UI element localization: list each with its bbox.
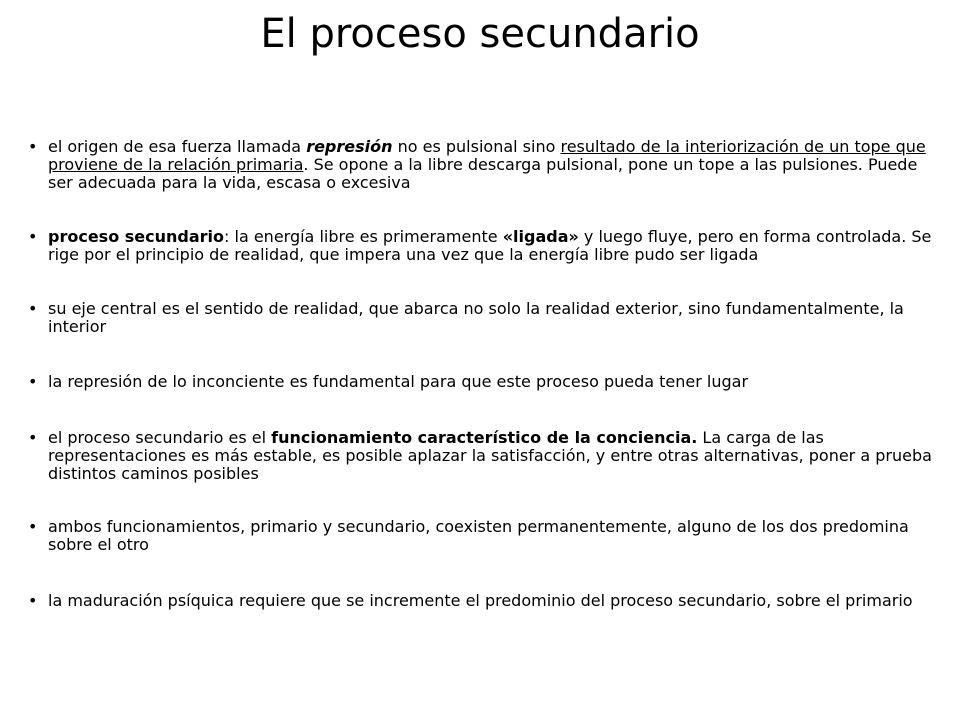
bullet-item <box>28 429 932 483</box>
bullet-text: el origen de esa fuerza llamada <box>48 137 307 156</box>
bullet-text: no es pulsional sino <box>392 137 561 156</box>
bullet-dot-icon: • <box>28 591 38 610</box>
bullet-text: ambos funcionamientos, primario y secundario, coexisten permanentemente, alguno de los dos predomina sobre el otro <box>48 517 909 554</box>
bullet-text: el proceso secundario es el <box>48 428 272 447</box>
bullet-dot-icon: • <box>28 299 38 318</box>
bullet-item <box>28 592 932 610</box>
bullet-text: y luego fluye, pero en forma controlada. Se rige por el principio de realidad, que impera una vez que la energía libre pudo ser ligada <box>48 227 932 264</box>
bullet-dot-icon: • <box>28 137 38 156</box>
bullet-dot-icon: • <box>28 517 38 536</box>
bullet-text: . Se opone a la libre descarga pulsional, pone un tope a las pulsiones. Puede ser adecuada para la vida, escasa o excesiva <box>48 155 918 192</box>
bullet-item <box>28 300 932 336</box>
bullet-dot-icon: • <box>28 428 38 447</box>
emphasis-text: proceso secundario <box>48 227 225 246</box>
bullet-text: la represión de lo inconciente es fundamental para que este proceso pueda tener lugar <box>48 372 749 391</box>
emphasis-text: «ligada» <box>502 227 579 246</box>
bullet-text: : la energía libre es primeramente <box>224 227 503 246</box>
bullet-item <box>28 228 932 264</box>
emphasis-text: funcionamiento característico de la conciencia. <box>271 428 698 447</box>
slide-title: El proceso secundario <box>260 11 700 57</box>
bullet-text: La carga de las representaciones es más estable, es posible aplazar la satisfacción, y entre otras alternativas, poner a prueba distintos caminos posibles <box>48 428 932 483</box>
bullet-dot-icon: • <box>28 372 38 391</box>
bullet-list <box>28 138 932 649</box>
emphasis-text: represión <box>306 137 393 156</box>
bullet-dot-icon: • <box>28 227 38 246</box>
bullet-item <box>28 138 932 192</box>
underlined-text: resultado de la interiorización de un tope que proviene de la relación primaria <box>48 137 926 174</box>
bullet-item <box>28 373 932 391</box>
bullet-text: su eje central es el sentido de realidad, que abarca no solo la realidad exterior, sino fundamentalmente, la interior <box>48 299 904 336</box>
bullet-item <box>28 518 932 554</box>
bullet-text: la maduración psíquica requiere que se incremente el predominio del proceso secundario, sobre el primario <box>48 591 913 610</box>
